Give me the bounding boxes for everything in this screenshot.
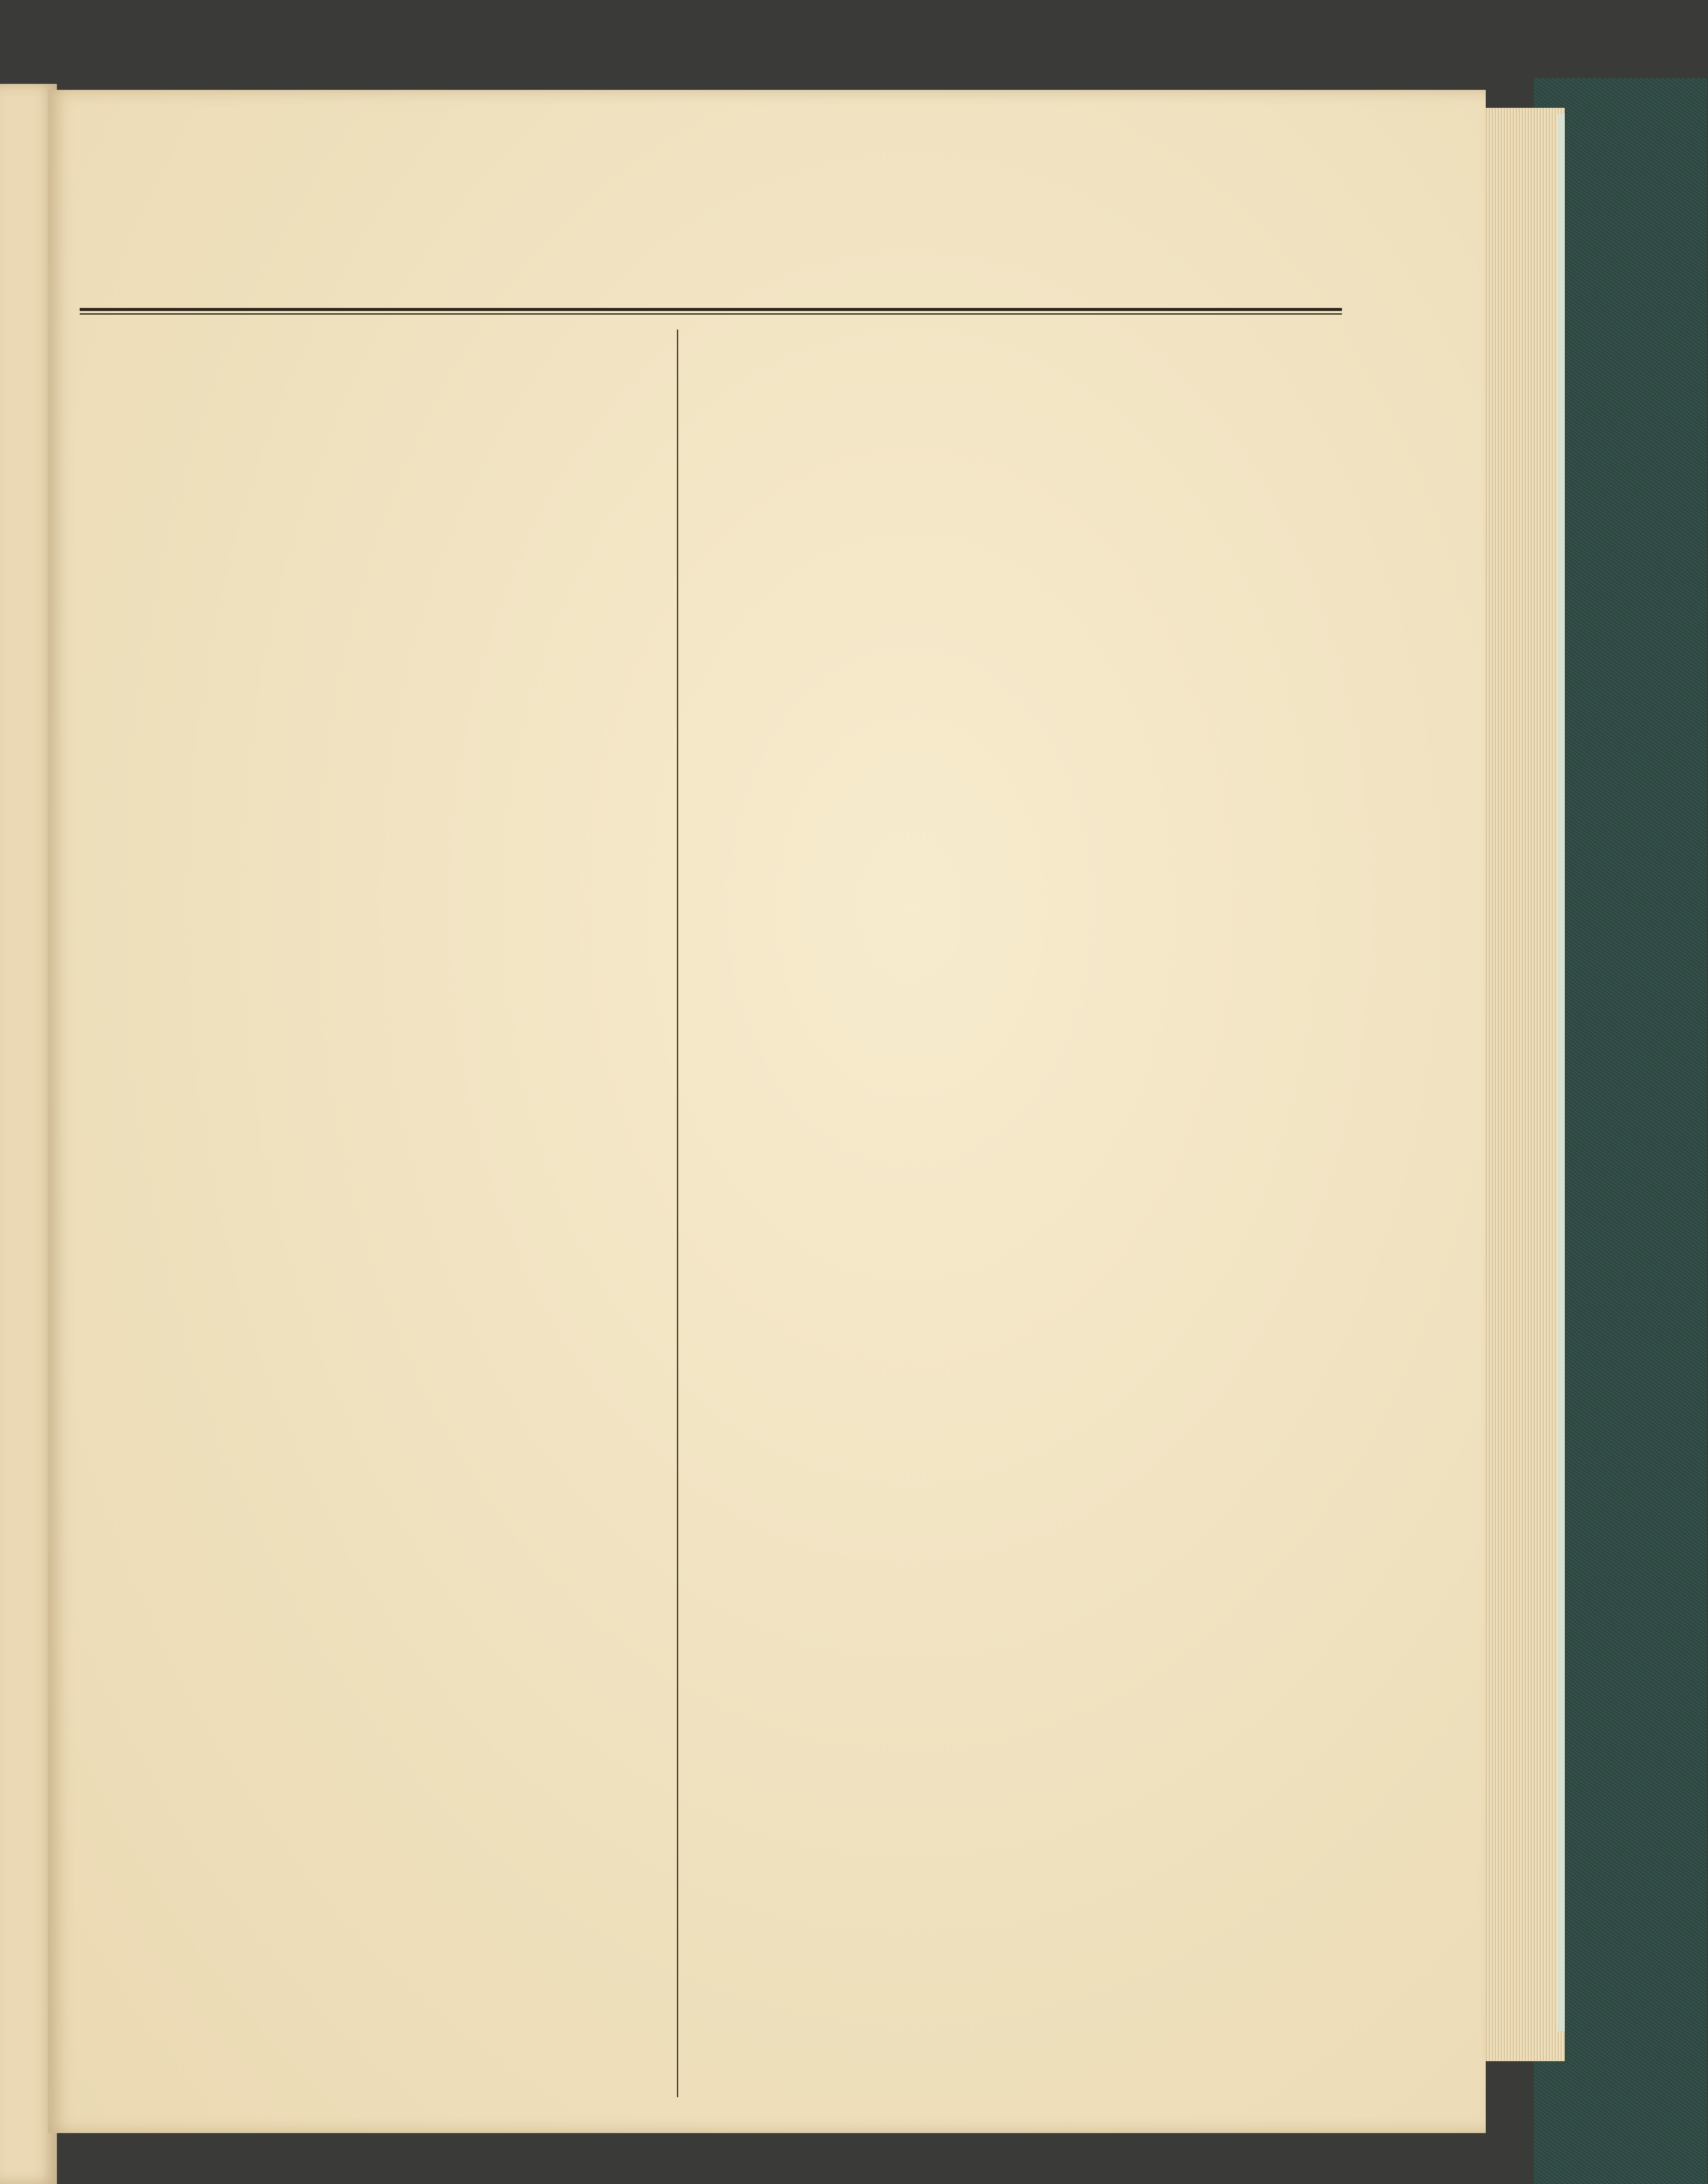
cover-edge [1558,114,1565,2031]
page-edges [1480,108,1565,2061]
article-gap [80,331,668,388]
masthead [180,168,1318,348]
newspaper-page [48,90,1486,2133]
masthead-rule [80,308,1342,311]
column-divider [677,330,678,2097]
left-column [80,330,668,389]
masthead-rule-thin [80,313,1342,315]
